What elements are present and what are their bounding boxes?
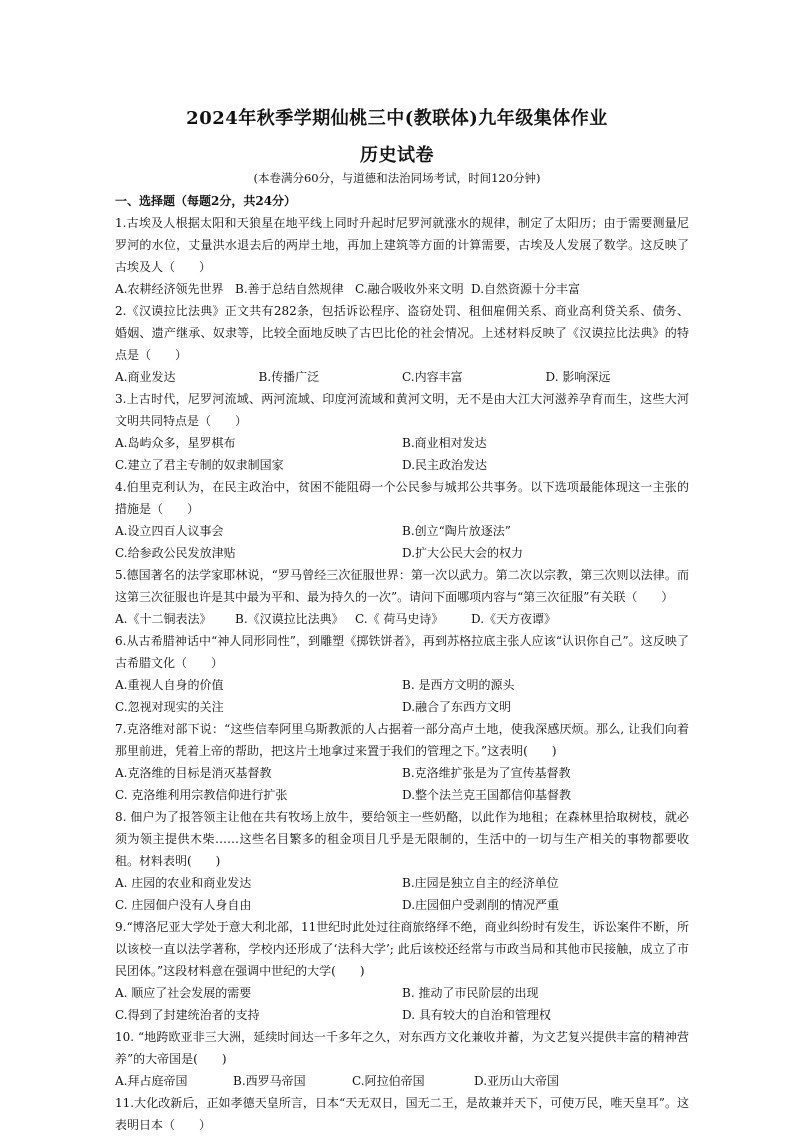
option-c: C.融合吸收外来文明 <box>355 282 464 296</box>
options-7-row-1 <box>115 762 689 784</box>
options-7-row-2 <box>115 784 689 806</box>
options-5 <box>115 608 689 630</box>
option-a: A. 顺应了社会发展的需要 <box>115 986 252 1000</box>
option-a: A.商业发达 <box>115 370 176 384</box>
option-a: A.《十二铜表法》 <box>115 612 212 626</box>
question-7: 7.克洛维对部下说：“这些信奉阿里乌斯教派的人占据着一部分高卢土地，使我深感厌烦。那么, 让我们向着那里前进，凭着上帝的帮助，把这片土地拿过来置于我们的管理之下。”这表明( ) <box>115 722 689 758</box>
option-a: A.克洛维的目标是消灭基督教 <box>115 766 272 780</box>
exam-content <box>115 190 689 1136</box>
options-3-row-2 <box>115 454 689 476</box>
option-a: A.重视人自身的价值 <box>115 678 224 692</box>
option-a: A.农耕经济领先世界 <box>115 282 224 296</box>
option-c: C.给参政公民发放津贴 <box>115 546 236 560</box>
exam-subtitle: 历史试卷 <box>360 145 434 166</box>
options-2 <box>115 366 689 388</box>
options-3-row-1 <box>115 432 689 454</box>
option-b: B.传播广泛 <box>258 370 320 384</box>
question-8: 8. 佃户为了报答领主让他在共有牧场上放牛，要给领主一些奶酪，以此作为地租；在森林里拾取树枝，就必须为领主提供木柴……这些名目繁多的租金项目几乎是无限制的，生活中的一切与生产相关的事物都要收租。材料表明( ) <box>115 810 689 868</box>
exam-note: (本卷满分60分，与道德和法治同场考试，时间120分钟) <box>253 171 541 185</box>
option-b: B. 是西方文明的源头 <box>402 678 515 692</box>
options-1 <box>115 278 689 300</box>
question-3: 3.上古时代，尼罗河流域、两河流域、印度河流域和黄河文明，无不是由大江大河滋养孕育而生，这些大河文明共同特点是（ ） <box>115 392 689 428</box>
option-c: C. 克洛维利用宗教信仰进行扩张 <box>115 788 288 802</box>
options-8-row-2 <box>115 894 689 916</box>
option-d: D.扩大公民大会的权力 <box>402 546 524 560</box>
question-1: 1.古埃及人根据太阳和天狼星在地平线上同时升起时尼罗河就涨水的规律，制定了太阳历；由于需要测量尼罗河的水位，丈量洪水退去后的两岸土地，再加上建筑等方面的计算需要，古埃及人发展了数学。这反映了古埃及人（ ） <box>115 216 689 274</box>
question-10: 10. “地跨欧亚非三大洲，延续时间达一千多年之久，对东西方文化兼收并蓄，为文艺复兴提供丰富的精神营养”的大帝国是( ) <box>115 1030 689 1066</box>
options-4-row-1 <box>115 520 689 542</box>
question-9: 9.“博洛尼亚大学处于意大利北部，11世纪时此处过往商旅络绎不绝，商业纠纷时有发生，诉讼案件不断，所以该校一直以法学著称，学校内还形成了‘法科大学’; 此后该校还经常与市政当局和其他市民接触，成立了市民团体。”这段材料意在强调中世纪的大学( ) <box>115 920 689 978</box>
option-a: A. 庄园的农业和商业发达 <box>115 876 252 890</box>
question-5: 5.德国著名的法学家耶林说，“罗马曾经三次征服世界：第一次以武力。第二次以宗教，第三次则以法律。而这第三次征服也许是其中最为平和、最为持久的一次”。请问下面哪项内容与“第三次征服”有关联（ ） <box>115 568 689 604</box>
option-c: C.忽视对现实的关注 <box>115 700 224 714</box>
options-4-row-2 <box>115 542 689 564</box>
option-d: D.亚历山大帝国 <box>474 1074 560 1088</box>
option-b: B.西罗马帝国 <box>233 1074 306 1088</box>
option-c: C.内容丰富 <box>402 370 463 384</box>
question-11: 11.大化改新后，正如孝德天皇所言，日本“天无双日，国无二王，是故兼并天下，可使万民，唯天皇耳”。这表明日本（ ） <box>115 1096 689 1132</box>
option-b: B.克洛维扩张是为了宣传基督教 <box>402 766 571 780</box>
option-c: C. 庄园佃户没有人身自由 <box>115 898 252 912</box>
options-6-row-1 <box>115 674 689 696</box>
option-c: C.《 荷马史诗》 <box>355 612 444 626</box>
option-d: D. 具有较大的自治和管理权 <box>402 1008 551 1022</box>
section-heading: 一、选择题（每题2分，共24分） <box>115 194 297 208</box>
option-d: D.民主政治发达 <box>402 458 488 472</box>
option-b: B.《汉谟拉比法典》 <box>235 612 344 626</box>
exam-title: 2024年秋季学期仙桃三中(教联体)九年级集体作业 <box>186 108 608 129</box>
option-c: C.得到了封建统治者的支持 <box>115 1008 260 1022</box>
option-a: A.拜占庭帝国 <box>115 1074 188 1088</box>
option-d: D.融合了东西方文明 <box>402 700 512 714</box>
option-c: C.阿拉伯帝国 <box>352 1074 425 1088</box>
option-b: B.善于总结自然规律 <box>235 282 344 296</box>
option-a: A.设立四百人议事会 <box>115 524 224 538</box>
option-b: B.商业相对发达 <box>402 436 487 450</box>
option-b: B. 推动了市民阶层的出现 <box>402 986 539 1000</box>
options-9-row-2 <box>115 1004 689 1026</box>
options-10 <box>115 1070 689 1092</box>
question-6: 6.从古希腊神话中“神人同形同性”，到雕塑《掷铁饼者》，再到苏格拉底主张人应该“认识你自己”。这反映了古希腊文化（ ） <box>115 634 689 670</box>
option-d: D.《天方夜谭》 <box>471 612 557 626</box>
option-d: D.庄园佃户受剥削的情况严重 <box>402 898 560 912</box>
options-8-row-1 <box>115 872 689 894</box>
options-6-row-2 <box>115 696 689 718</box>
question-2: 2.《汉谟拉比法典》正文共有282条，包括诉讼程序、盗窃处罚、租佃雇佣关系、商业高利贷关系、债务、婚姻、遗产继承、奴隶等，比较全面地反映了古巴比伦的社会情况。上述材料反映了《汉谟拉比法典》的特点是（ ） <box>115 304 689 362</box>
option-a: A.岛屿众多，星罗棋布 <box>115 436 236 450</box>
question-4: 4.伯里克利认为，在民主政治中，贫困不能阻碍一个公民参与城邦公共事务。以下选项最能体现这一主张的措施是（ ） <box>115 480 689 516</box>
option-d: D.自然资源十分丰富 <box>471 282 581 296</box>
option-b: B.庄园是独立自主的经济单位 <box>402 876 559 890</box>
options-9-row-1 <box>115 982 689 1004</box>
option-b: B.创立“陶片放逐法” <box>402 524 511 538</box>
option-c: C.建立了君主专制的奴隶制国家 <box>115 458 284 472</box>
option-d: D. 影响深远 <box>545 370 611 384</box>
option-d: D.整个法兰克王国都信仰基督教 <box>402 788 572 802</box>
